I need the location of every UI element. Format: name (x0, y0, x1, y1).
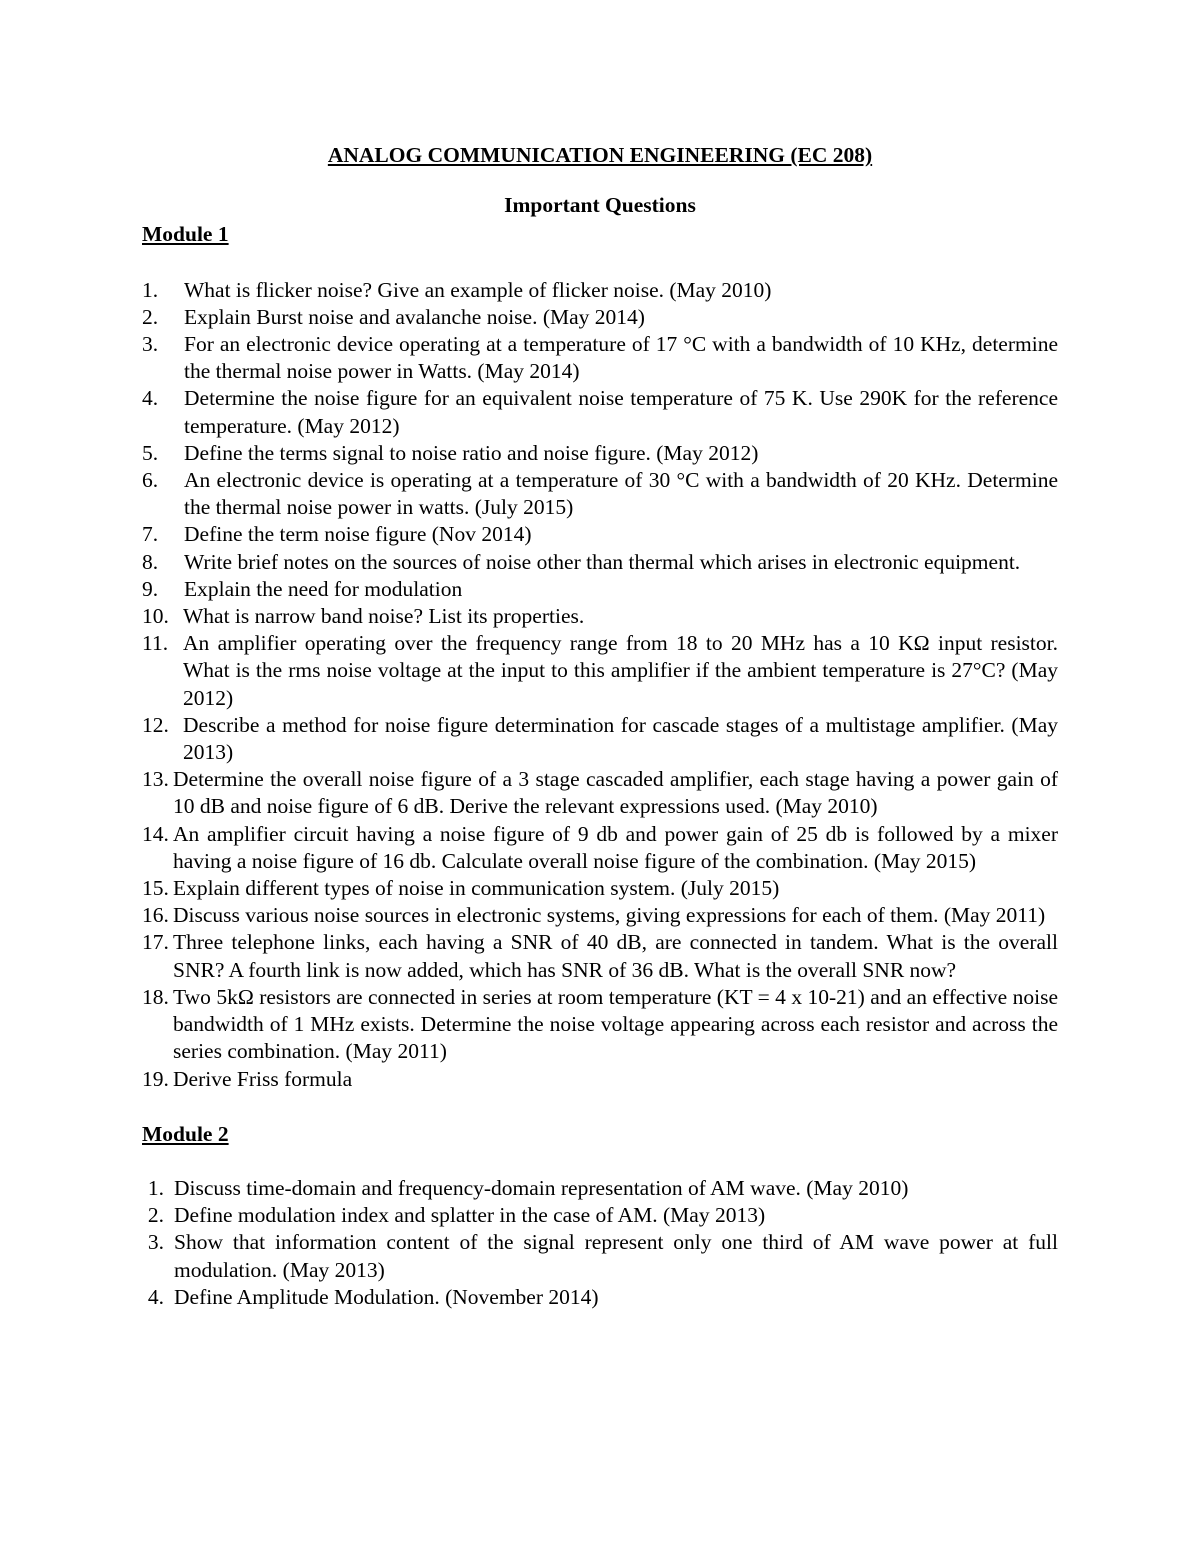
question-text: Determine the noise figure for an equivalent noise temperature of 75 K. Use 290K for the reference temperature. (May 2012) (184, 386, 1058, 438)
module-1-heading: Module 1 (142, 222, 229, 247)
question-text: An amplifier operating over the frequency range from 18 to 20 MHz has a 10 KΩ input resistor. What is the rms noise voltage at the input to this amplifier if the ambient temperature is 27°C? (May 2012) (183, 631, 1058, 710)
question-number: 5. (142, 440, 159, 465)
question-text: Define Amplitude Modulation. (November 2014) (174, 1284, 599, 1309)
question-number: 10. (142, 604, 169, 629)
question-number: 13. (142, 767, 169, 792)
question-number: 12. (142, 712, 169, 737)
module-2-heading: Module 2 (142, 1121, 229, 1146)
question-item (142, 766, 1058, 820)
question-item (142, 1202, 1058, 1229)
question-number: 2. (147, 1203, 164, 1228)
question-item (142, 1229, 1058, 1283)
question-number: 16. (142, 903, 169, 928)
question-text: Show that information content of the signal represent only one third of AM wave power at full modulation. (May 2013) (174, 1230, 1058, 1282)
question-text: Discuss time-domain and frequency-domain representation of AM wave. (May 2010) (174, 1175, 909, 1200)
question-text: What is flicker noise? Give an example of flicker noise. (May 2010) (184, 277, 772, 302)
question-item (142, 549, 1058, 576)
question-text: Define the terms signal to noise ratio and noise figure. (May 2012) (184, 440, 759, 465)
question-number: 1. (142, 277, 159, 302)
question-item (142, 984, 1058, 1066)
module-1-question-list (142, 277, 1058, 1093)
module-2-question-list (142, 1175, 1058, 1311)
question-number: 7. (142, 522, 159, 547)
question-item (142, 1284, 1058, 1311)
question-item (142, 902, 1058, 929)
question-text: Explain different types of noise in communication system. (July 2015) (173, 876, 780, 901)
question-item (142, 712, 1058, 766)
document-title: ANALOG COMMUNICATION ENGINEERING (EC 208) (327, 143, 873, 167)
question-number: 4. (147, 1284, 164, 1309)
question-number: 17. (142, 930, 169, 955)
question-text: For an electronic device operating at a temperature of 17 °C with a bandwidth of 10 KHz, determine the thermal noise power in Watts. (May 2014) (184, 332, 1058, 384)
question-number: 4. (142, 386, 159, 411)
question-text: Three telephone links, each having a SNR of 40 dB, are connected in tandem. What is the overall SNR? A fourth link is now added, which has SNR of 36 dB. What is the overall SNR now? (173, 930, 1058, 982)
question-item (142, 277, 1058, 304)
question-item (142, 576, 1058, 603)
question-text: Define modulation index and splatter in the case of AM. (May 2013) (174, 1203, 766, 1228)
question-item (142, 331, 1058, 385)
question-text: Two 5kΩ resistors are connected in series at room temperature (KT = 4 x 10-21) and an effective noise bandwidth of 1 MHz exists. Determine the noise voltage appearing across each resistor and across the series combination. (May 2011) (173, 984, 1058, 1064)
question-text: Explain the need for modulation (184, 576, 463, 601)
question-number: 3. (147, 1230, 164, 1255)
question-item (142, 1066, 1058, 1093)
question-item (142, 821, 1058, 875)
question-text: Discuss various noise sources in electronic systems, giving expressions for each of them. (May 2011) (173, 903, 1046, 928)
question-text: Explain Burst noise and avalanche noise. (May 2014) (184, 304, 645, 329)
question-text: Write brief notes on the sources of noise other than thermal which arises in electronic equipment. (184, 549, 1021, 574)
question-item (142, 385, 1058, 439)
question-item (142, 1175, 1058, 1202)
question-number: 19. (142, 1066, 169, 1091)
question-item (142, 521, 1058, 548)
question-number: 18. (142, 984, 169, 1009)
question-item (142, 304, 1058, 331)
question-number: 15. (142, 876, 169, 901)
question-text: An electronic device is operating at a temperature of 30 °C with a bandwidth of 20 KHz. Determine the thermal noise power in watts. (July 2015) (184, 468, 1058, 520)
question-item (142, 467, 1058, 521)
question-item (142, 929, 1058, 983)
question-text: Determine the overall noise figure of a 3 stage cascaded amplifier, each stage having a power gain of 10 dB and noise figure of 6 dB. Derive the relevant expressions used. (May 2010) (173, 767, 1058, 819)
question-number: 1. (147, 1175, 164, 1200)
document-subtitle: Important Questions (504, 193, 696, 218)
question-text: Derive Friss formula (173, 1066, 353, 1091)
question-text: Describe a method for noise figure determination for cascade stages of a multistage amplifier. (May 2013) (183, 712, 1058, 765)
question-number: 9. (142, 576, 159, 601)
question-item (142, 630, 1058, 712)
question-number: 2. (142, 304, 159, 329)
question-text: What is narrow band noise? List its properties. (183, 604, 585, 629)
question-number: 6. (142, 468, 159, 493)
question-item (142, 603, 1058, 630)
question-number: 14. (142, 821, 169, 846)
question-number: 3. (142, 332, 159, 357)
question-number: 8. (142, 549, 159, 574)
question-item (142, 875, 1058, 902)
question-item (142, 440, 1058, 467)
question-text: An amplifier circuit having a noise figure of 9 db and power gain of 25 db is followed by a mixer having a noise figure of 16 db. Calculate overall noise figure of the combination. (May 2015) (173, 821, 1058, 873)
question-number: 11. (142, 631, 169, 656)
question-text: Define the term noise figure (Nov 2014) (184, 522, 532, 547)
